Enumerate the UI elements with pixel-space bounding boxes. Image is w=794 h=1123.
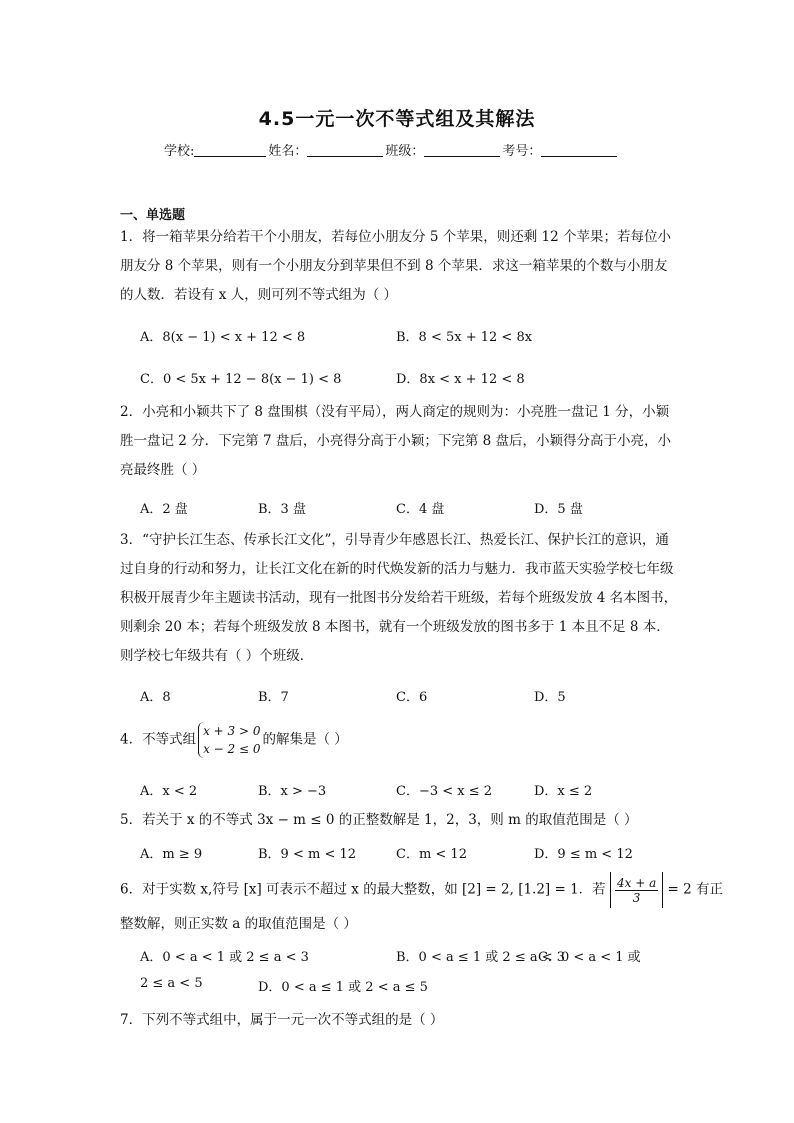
q2-option-d[interactable]: D．5 盘 xyxy=(534,502,583,517)
q5-option-d[interactable]: D．9 ≤ m < 12 xyxy=(534,847,633,862)
student-info-row xyxy=(164,140,619,159)
q1-option-c[interactable]: C．0 < 5x + 12 − 8(x − 1) < 8 xyxy=(140,372,342,387)
q2-option-a[interactable]: A．2 盘 xyxy=(140,502,188,517)
q5-option-c[interactable]: C．m < 12 xyxy=(396,847,467,862)
q4-option-a[interactable]: A．x < 2 xyxy=(140,784,198,799)
question-5-text: 5．若关于 x 的不等式 3x − m ≤ 0 的正整数解是 1，2，3，则 m 的取值范围是（ ） xyxy=(120,812,638,828)
q6-floor-bracket xyxy=(610,872,663,908)
school-blank[interactable] xyxy=(194,142,266,157)
school-label: 学校: xyxy=(164,144,195,159)
q1-option-d[interactable]: D．8x < x + 12 < 8 xyxy=(396,372,525,387)
q3-option-a[interactable]: A．8 xyxy=(140,690,171,705)
q4-option-b[interactable]: B．x > −3 xyxy=(258,784,327,799)
q4-suffix: 的解集是（ ） xyxy=(262,731,348,748)
q5-option-a[interactable]: A．m ≥ 9 xyxy=(140,847,203,862)
q5-option-b[interactable]: B．9 < m < 12 xyxy=(258,847,357,862)
name-label: 姓名： xyxy=(268,144,308,159)
q4-line-2: x − 2 ≤ 0 xyxy=(203,742,261,756)
q6-fraction xyxy=(615,876,658,905)
question-3-text: 3．“守护长江生态、传承长江文化”，引导青少年感恩长江、热爱长江、保护长江的意识，通过自身的行动和努力，让长江文化在新的时代焕发新的活力与魅力．我市蓝天实验学校七年级积极开展青少年主题读书活动，现有一批图书分发给若干班级，若每个班级发放 4 名本图书，则剩余 20 本；若每个班级发放 8 本图书，就有一个班级发放的图书多于 1 本且不足 8 本．则学校七年级共有（ ）个班级． xyxy=(120,532,678,664)
q4-line-1: x + 3 > 0 xyxy=(203,724,261,738)
q6-prefix: 6．对于实数 x,符号 [x] 可表示不超过 x 的最大整数，如 [2] = 2, [1.2] = 1．若 xyxy=(120,881,606,898)
page-title: 4.5一元一次不等式组及其解法 xyxy=(258,108,536,130)
q2-option-b[interactable]: B．3 盘 xyxy=(258,502,306,517)
question-1-text: 1．将一箱苹果分给若干个小朋友，若每位小朋友分 5 个苹果，则还剩 12 个苹果；若每位小朋友分 8 个苹果，则有一个小朋友分到苹果但不到 8 个苹果．求这一箱苹果的个数与小朋友的人数．若设有 x 人，则可列不等式组为（ ） xyxy=(120,229,672,303)
q3-option-b[interactable]: B．7 xyxy=(258,690,289,705)
q4-prefix: 4．不等式组 xyxy=(120,731,197,748)
q6-option-c-continued[interactable]: 2 ≤ a < 5 xyxy=(140,976,203,991)
q4-option-d[interactable]: D．x ≤ 2 xyxy=(534,784,593,799)
name-blank[interactable] xyxy=(307,142,383,157)
q6-frac-numerator: 4x + a xyxy=(616,876,657,890)
q1-option-a[interactable]: A．8(x − 1) < x + 12 < 8 xyxy=(140,330,306,345)
question-6-line-2: 整数解，则正实数 a 的取值范围是（ ） xyxy=(120,916,357,932)
section-heading: 一、单选题 xyxy=(120,208,186,223)
q6-option-b[interactable]: B．0 < a ≤ 1 或 2 ≤ a < 3 xyxy=(396,950,566,965)
question-4-text xyxy=(120,722,680,758)
exam-no-blank[interactable] xyxy=(541,142,617,157)
q6-frac-denominator: 3 xyxy=(632,891,641,905)
q4-option-c[interactable]: C．−3 < x ≤ 2 xyxy=(396,784,493,799)
q6-option-c[interactable]: C．0 < a < 1 或 xyxy=(538,950,641,965)
question-2-text: 2．小亮和小颖共下了 8 盘围棋（没有平局），两人商定的规则为：小亮胜一盘记 1 分，小颖胜一盘记 2 分．下完第 7 盘后，小亮得分高于小颖；下完第 8 盘后，小颖得分高于小亮，小亮最终胜（ ） xyxy=(120,404,672,478)
q2-option-c[interactable]: C．4 盘 xyxy=(396,502,445,517)
question-6-text xyxy=(120,872,724,908)
q3-option-d[interactable]: D．5 xyxy=(534,690,566,705)
question-7-text: 7．下列不等式组中，属于一元一次不等式组的是（ ） xyxy=(120,1012,444,1028)
q6-option-d[interactable]: D．0 < a ≤ 1 或 2 < a ≤ 5 xyxy=(258,980,428,995)
q6-option-a[interactable]: A．0 < a < 1 或 2 ≤ a < 3 xyxy=(140,950,309,965)
class-blank[interactable] xyxy=(424,142,500,157)
q1-option-b[interactable]: B．8 < 5x + 12 < 8x xyxy=(396,330,533,345)
exam-no-label: 考号： xyxy=(502,144,542,159)
q4-inequality-system xyxy=(198,722,260,758)
q6-mid: = 2 有正 xyxy=(667,881,724,898)
q3-option-c[interactable]: C．6 xyxy=(396,690,428,705)
class-label: 班级： xyxy=(385,144,425,159)
